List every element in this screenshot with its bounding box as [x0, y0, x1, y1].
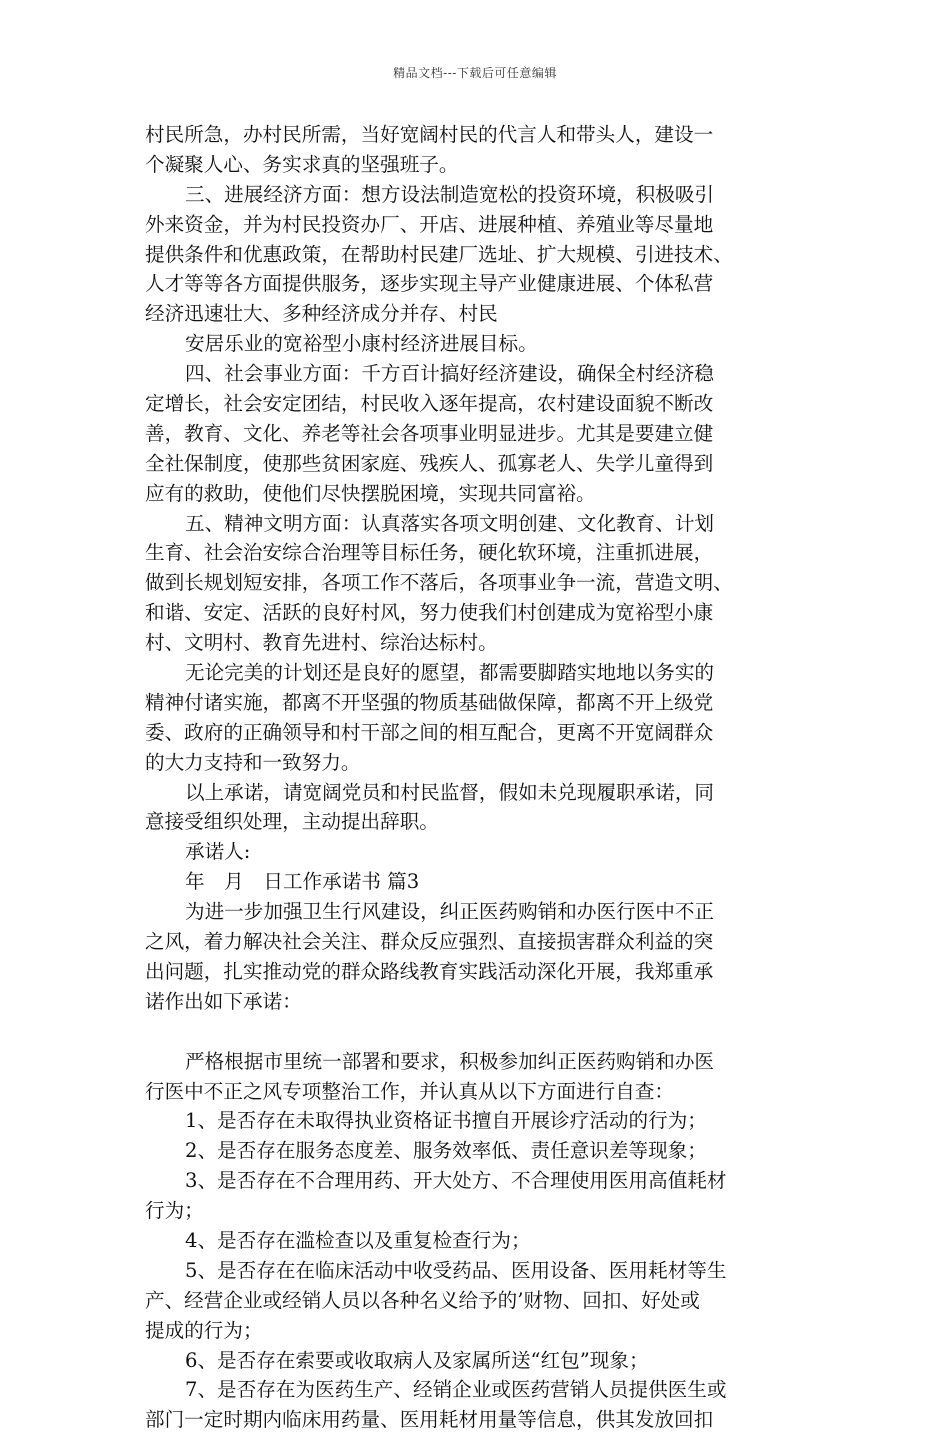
text-line: 做到长规划短安排，各项工作不落后，各项事业争一流，营造文明、	[145, 571, 733, 595]
text-line: 生育、社会治安综合治理等目标任务，硬化软环境，注重抓进展，	[145, 541, 714, 565]
text-line: 应有的救助，使他们尽快摆脱困境，实现共同富裕。	[145, 481, 596, 505]
text-line: 委、政府的正确领导和村干部之间的相互配合，更离不开宽阔群众	[145, 720, 714, 744]
list-item: 2、是否存在服务态度差、服务效率低、责任意识差等现象；	[185, 1139, 707, 1163]
list-item: 6、是否存在索要或收取病人及家属所送“红包”现象；	[185, 1348, 649, 1372]
text-line: 之风，着力解决社会关注、群众反应强烈、直接损害群众利益的突	[145, 930, 714, 954]
text-line: 精神付诸实施，都离不开坚强的物质基础做保障，都离不开上级党	[145, 690, 714, 714]
text-line: 村民所急，办村民所需，当好宽阔村民的代言人和带头人，建设一	[145, 123, 714, 146]
text-line: 个凝聚人心、务实求真的坚强班子。	[145, 152, 459, 176]
signature-label: 承诺人:	[185, 840, 251, 864]
document-body	[145, 120, 810, 1435]
text-line: 定增长，社会安定团结，村民收入逐年提高，农村建设面貌不断改	[145, 392, 714, 416]
date-and-title-line: 年 月 日工作承诺书 篇3	[185, 870, 420, 894]
text-line: 意接受组织处理，主动提出辞职。	[145, 810, 439, 834]
text-line: 部门一定时期内临床用药量、医用耗材用量等信息，供其发放回扣	[145, 1408, 714, 1432]
text-line: 以上承诺，请宽阔党员和村民监督，假如未兑现履职承诺，同	[185, 780, 715, 804]
text-line: 人才等等各方面提供服务，逐步实现主导产业健康进展、个体私营	[145, 272, 714, 296]
text-line: 行为；	[145, 1199, 204, 1223]
text-line: 的大力支持和一致努力。	[145, 750, 361, 774]
text-line: 行医中不正之风专项整治工作，并认真从以下方面进行自查：	[145, 1079, 675, 1103]
text-line: 和谐、安定、活跃的良好村风，努力使我们村创建成为宽裕型小康	[145, 601, 714, 625]
text-line: 安居乐业的宽裕型小康村经济进展目标。	[185, 332, 538, 356]
list-item: 4、是否存在滥检查以及重复检查行为；	[185, 1228, 531, 1252]
text-line: 五、精神文明方面：认真落实各项文明创建、文化教育、计划	[185, 511, 715, 535]
list-item: 1、是否存在未取得执业资格证书擅自开展诊疗活动的行为；	[185, 1109, 707, 1133]
text-line: 出问题，扎实推动党的群众路线教育实践活动深化开展，我郑重承	[145, 959, 714, 983]
list-item: 5、是否存在在临床活动中收受药品、医用设备、医用耗材等生	[185, 1258, 727, 1282]
text-line: 三、进展经济方面：想方设法制造宽松的投资环境，积极吸引	[185, 182, 715, 206]
text-line: 善，教育、文化、养老等社会各项事业明显进步。尤其是要建立健	[145, 421, 714, 445]
text-line: 产、经营企业或经销人员以各种名义给予的’财物、回扣、好处或	[145, 1288, 700, 1312]
list-item: 7、是否存在为医药生产、经销企业或医药营销人员提供医生或	[185, 1378, 727, 1402]
page-header: 精品文档---下载后可任意编辑	[393, 66, 557, 80]
text-line: 外来资金，并为村民投资办厂、开店、进展种植、养殖业等尽量地	[145, 212, 714, 236]
text-line: 严格根据市里统一部署和要求，积极参加纠正医药购销和办医	[185, 1049, 715, 1073]
list-item: 3、是否存在不合理用药、开大处方、不合理使用医用高值耗材	[185, 1169, 727, 1193]
blank-line	[145, 1017, 810, 1047]
text-line: 四、社会事业方面：千方百计搞好经济建设，确保全村经济稳	[185, 362, 715, 386]
text-line: 村、文明村、教育先进村、综治达标村。	[145, 631, 498, 655]
text-line: 无论完美的计划还是良好的愿望，都需要脚踏实地地以务实的	[185, 661, 715, 685]
text-line: 提供条件和优惠政策，在帮助村民建厂选址、扩大规模、引进技术、	[145, 242, 733, 266]
text-line: 诺作出如下承诺：	[145, 989, 302, 1013]
text-line: 为进一步加强卫生行风建设，纠正医药购销和办医行医中不正	[185, 900, 715, 924]
text-line: 全社保制度，使那些贫困家庭、残疾人、孤寡老人、失学儿童得到	[145, 451, 714, 475]
text-line: 经济迅速壮大、多种经济成分并存、村民	[145, 302, 498, 326]
text-line: 提成的行为；	[145, 1318, 263, 1342]
